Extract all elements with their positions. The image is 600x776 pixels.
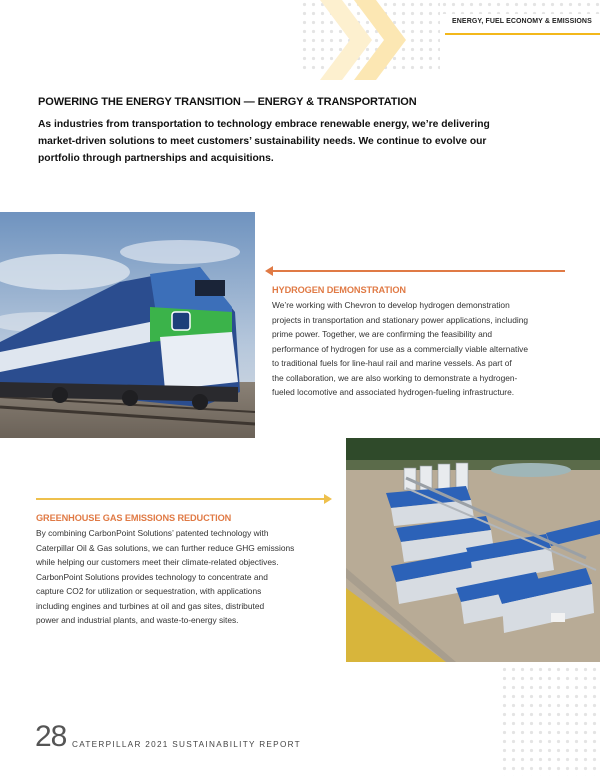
hydrogen-line: to traditional fuels for line-haul rail and marine vessels. As part of <box>272 358 512 368</box>
section-tag: ENERGY, FUEL ECONOMY & EMISSIONS <box>452 18 592 25</box>
gas-plant-aerial-photo <box>346 438 600 662</box>
hydrogen-line: the collaboration, we are also working to demonstrate a hydrogen- <box>272 372 518 383</box>
arrow-right-icon <box>324 494 332 504</box>
ghg-body <box>36 526 336 628</box>
ghg-line: while helping our customers meet their climate-related objectives. <box>36 557 279 567</box>
page-headline: POWERING THE ENERGY TRANSITION — ENERGY & TRANSPORTATION <box>38 96 417 108</box>
ghg-line: power and industrial plants, and waste-to-energy sites. <box>36 615 239 625</box>
intro-line: market-driven solutions to meet customers’ sustainability needs. We continue to evolve our <box>38 136 487 147</box>
ghg-line: Caterpillar Oil & Gas solutions, we can further reduce GHG emissions <box>36 542 295 553</box>
ghg-line: including engines and turbines at oil and gas sites, distributed <box>36 600 265 611</box>
header-rule <box>445 33 600 35</box>
ghg-line: capture CO2 for utilization or sequestration, with applications <box>36 586 262 596</box>
hydrogen-arrow-line <box>272 270 565 272</box>
double-chevron-icon <box>320 0 430 80</box>
decorative-dots-bottom <box>500 665 600 776</box>
page-number: 28 <box>35 720 67 753</box>
decorative-dots-right <box>440 0 600 14</box>
ghg-heading: GREENHOUSE GAS EMISSIONS REDUCTION <box>36 513 232 523</box>
hydrogen-line: We’re working with Chevron to develop hydrogen demonstration <box>272 300 510 310</box>
intro-line: As industries from transportation to technology embrace renewable energy, we’re delivering <box>38 119 490 130</box>
hydrogen-line: prime power. Together, we are confirming the feasibility and <box>272 329 493 339</box>
locomotive-photo <box>0 212 255 438</box>
ghg-arrow-line <box>36 498 324 500</box>
hydrogen-heading: HYDROGEN DEMONSTRATION <box>272 285 406 295</box>
hydrogen-line: performance of hydrogen for use as a commercially viable alternative <box>272 343 529 354</box>
intro-paragraph <box>38 116 508 167</box>
hydrogen-line: fueled locomotive and associated hydrogen-fueling infrastructure. <box>272 387 515 397</box>
hydrogen-body <box>272 298 572 400</box>
hydrogen-line: projects in transportation and stationary power applications, including <box>272 314 529 325</box>
ghg-line: CarbonPoint Solutions provides technology to concentrate and <box>36 571 268 582</box>
intro-line: portfolio through partnerships and acquisitions. <box>38 153 274 164</box>
arrow-left-icon <box>265 266 273 276</box>
ghg-line: By combining CarbonPoint Solutions’ patented technology with <box>36 528 269 538</box>
report-title: CATERPILLAR 2021 SUSTAINABILITY REPORT <box>72 740 301 749</box>
